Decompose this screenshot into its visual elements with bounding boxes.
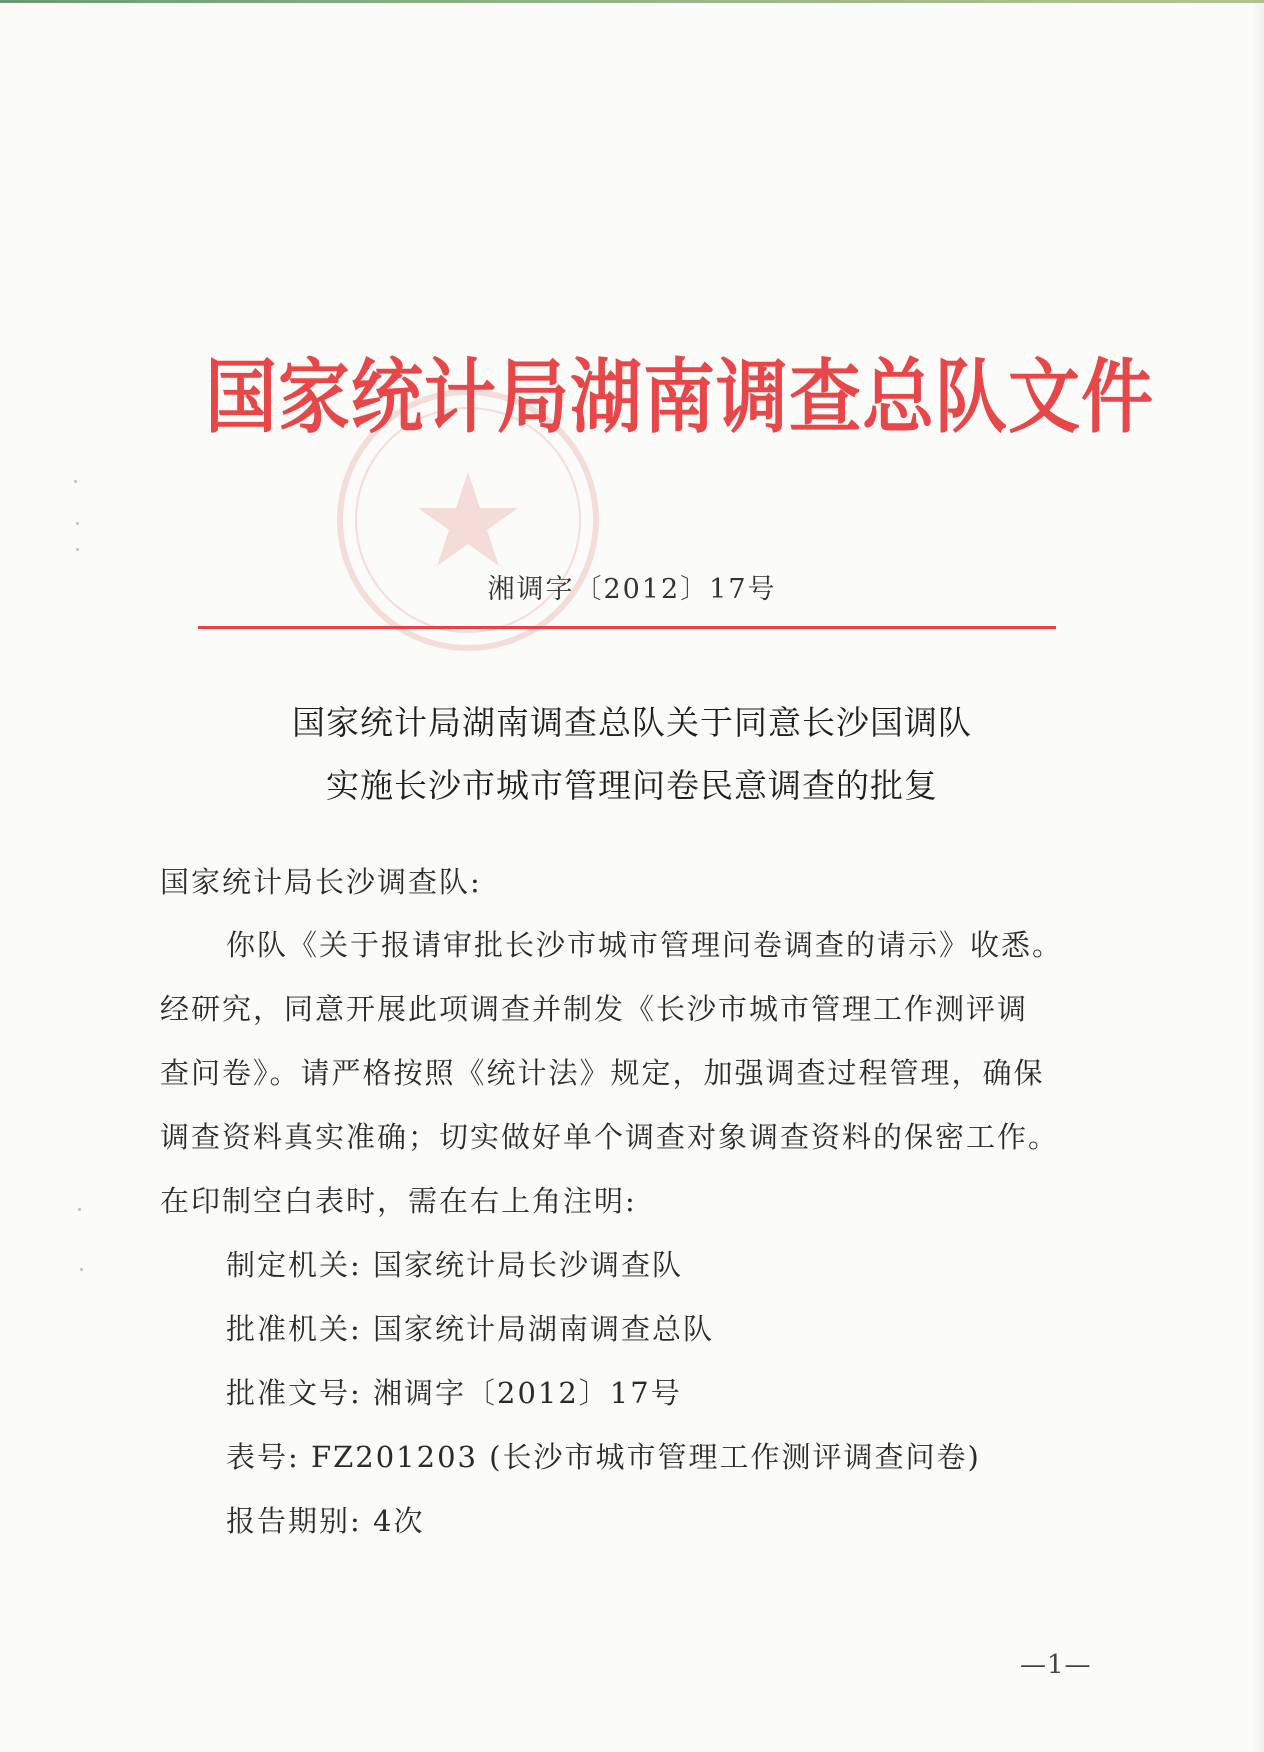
document-title-line-2: 实施长沙市城市管理问卷民意调查的批复 xyxy=(326,766,938,805)
note-approving-authority: 批准机关: 国家统计局湖南调查总队 xyxy=(226,1312,714,1346)
red-divider-rule xyxy=(198,626,1056,629)
body-line-4: 调查资料真实准确；切实做好单个调查对象调查资料的保密工作。 xyxy=(160,1120,1060,1154)
document-title-line-1: 国家统计局湖南调查总队关于同意长沙国调队 xyxy=(292,703,972,742)
note-issuing-authority: 制定机关: 国家统计局长沙调查队 xyxy=(226,1248,683,1282)
addressee: 国家统计局长沙调查队: xyxy=(160,865,482,899)
body-line-2: 经研究，同意开展此项调查并制发《长沙市城市管理工作测评调 xyxy=(160,992,1029,1026)
document-number: 湘调字〔2012〕17号 xyxy=(487,574,777,605)
note-reporting-period: 报告期别: 4次 xyxy=(226,1504,425,1538)
body-line-3: 查问卷》。请严格按照《统计法》规定，加强调查过程管理，确保 xyxy=(160,1056,1045,1090)
body-line-5: 在印制空白表时，需在右上角注明: xyxy=(160,1184,637,1218)
note-approval-number: 批准文号: 湘调字〔2012〕17号 xyxy=(226,1376,682,1410)
note-form-number: 表号: FZ201203 (长沙市城市管理工作测评调查问卷) xyxy=(226,1440,981,1474)
scan-edge-right xyxy=(1252,0,1264,1752)
body-line-1: 你队《关于报请审批长沙市城市管理问卷调查的请示》收悉。 xyxy=(226,928,1064,962)
page-number: —1— xyxy=(1020,1650,1092,1680)
scan-edge-top xyxy=(0,0,1264,3)
letterhead-title: 国家统计局湖南调查总队文件 xyxy=(205,349,1155,444)
